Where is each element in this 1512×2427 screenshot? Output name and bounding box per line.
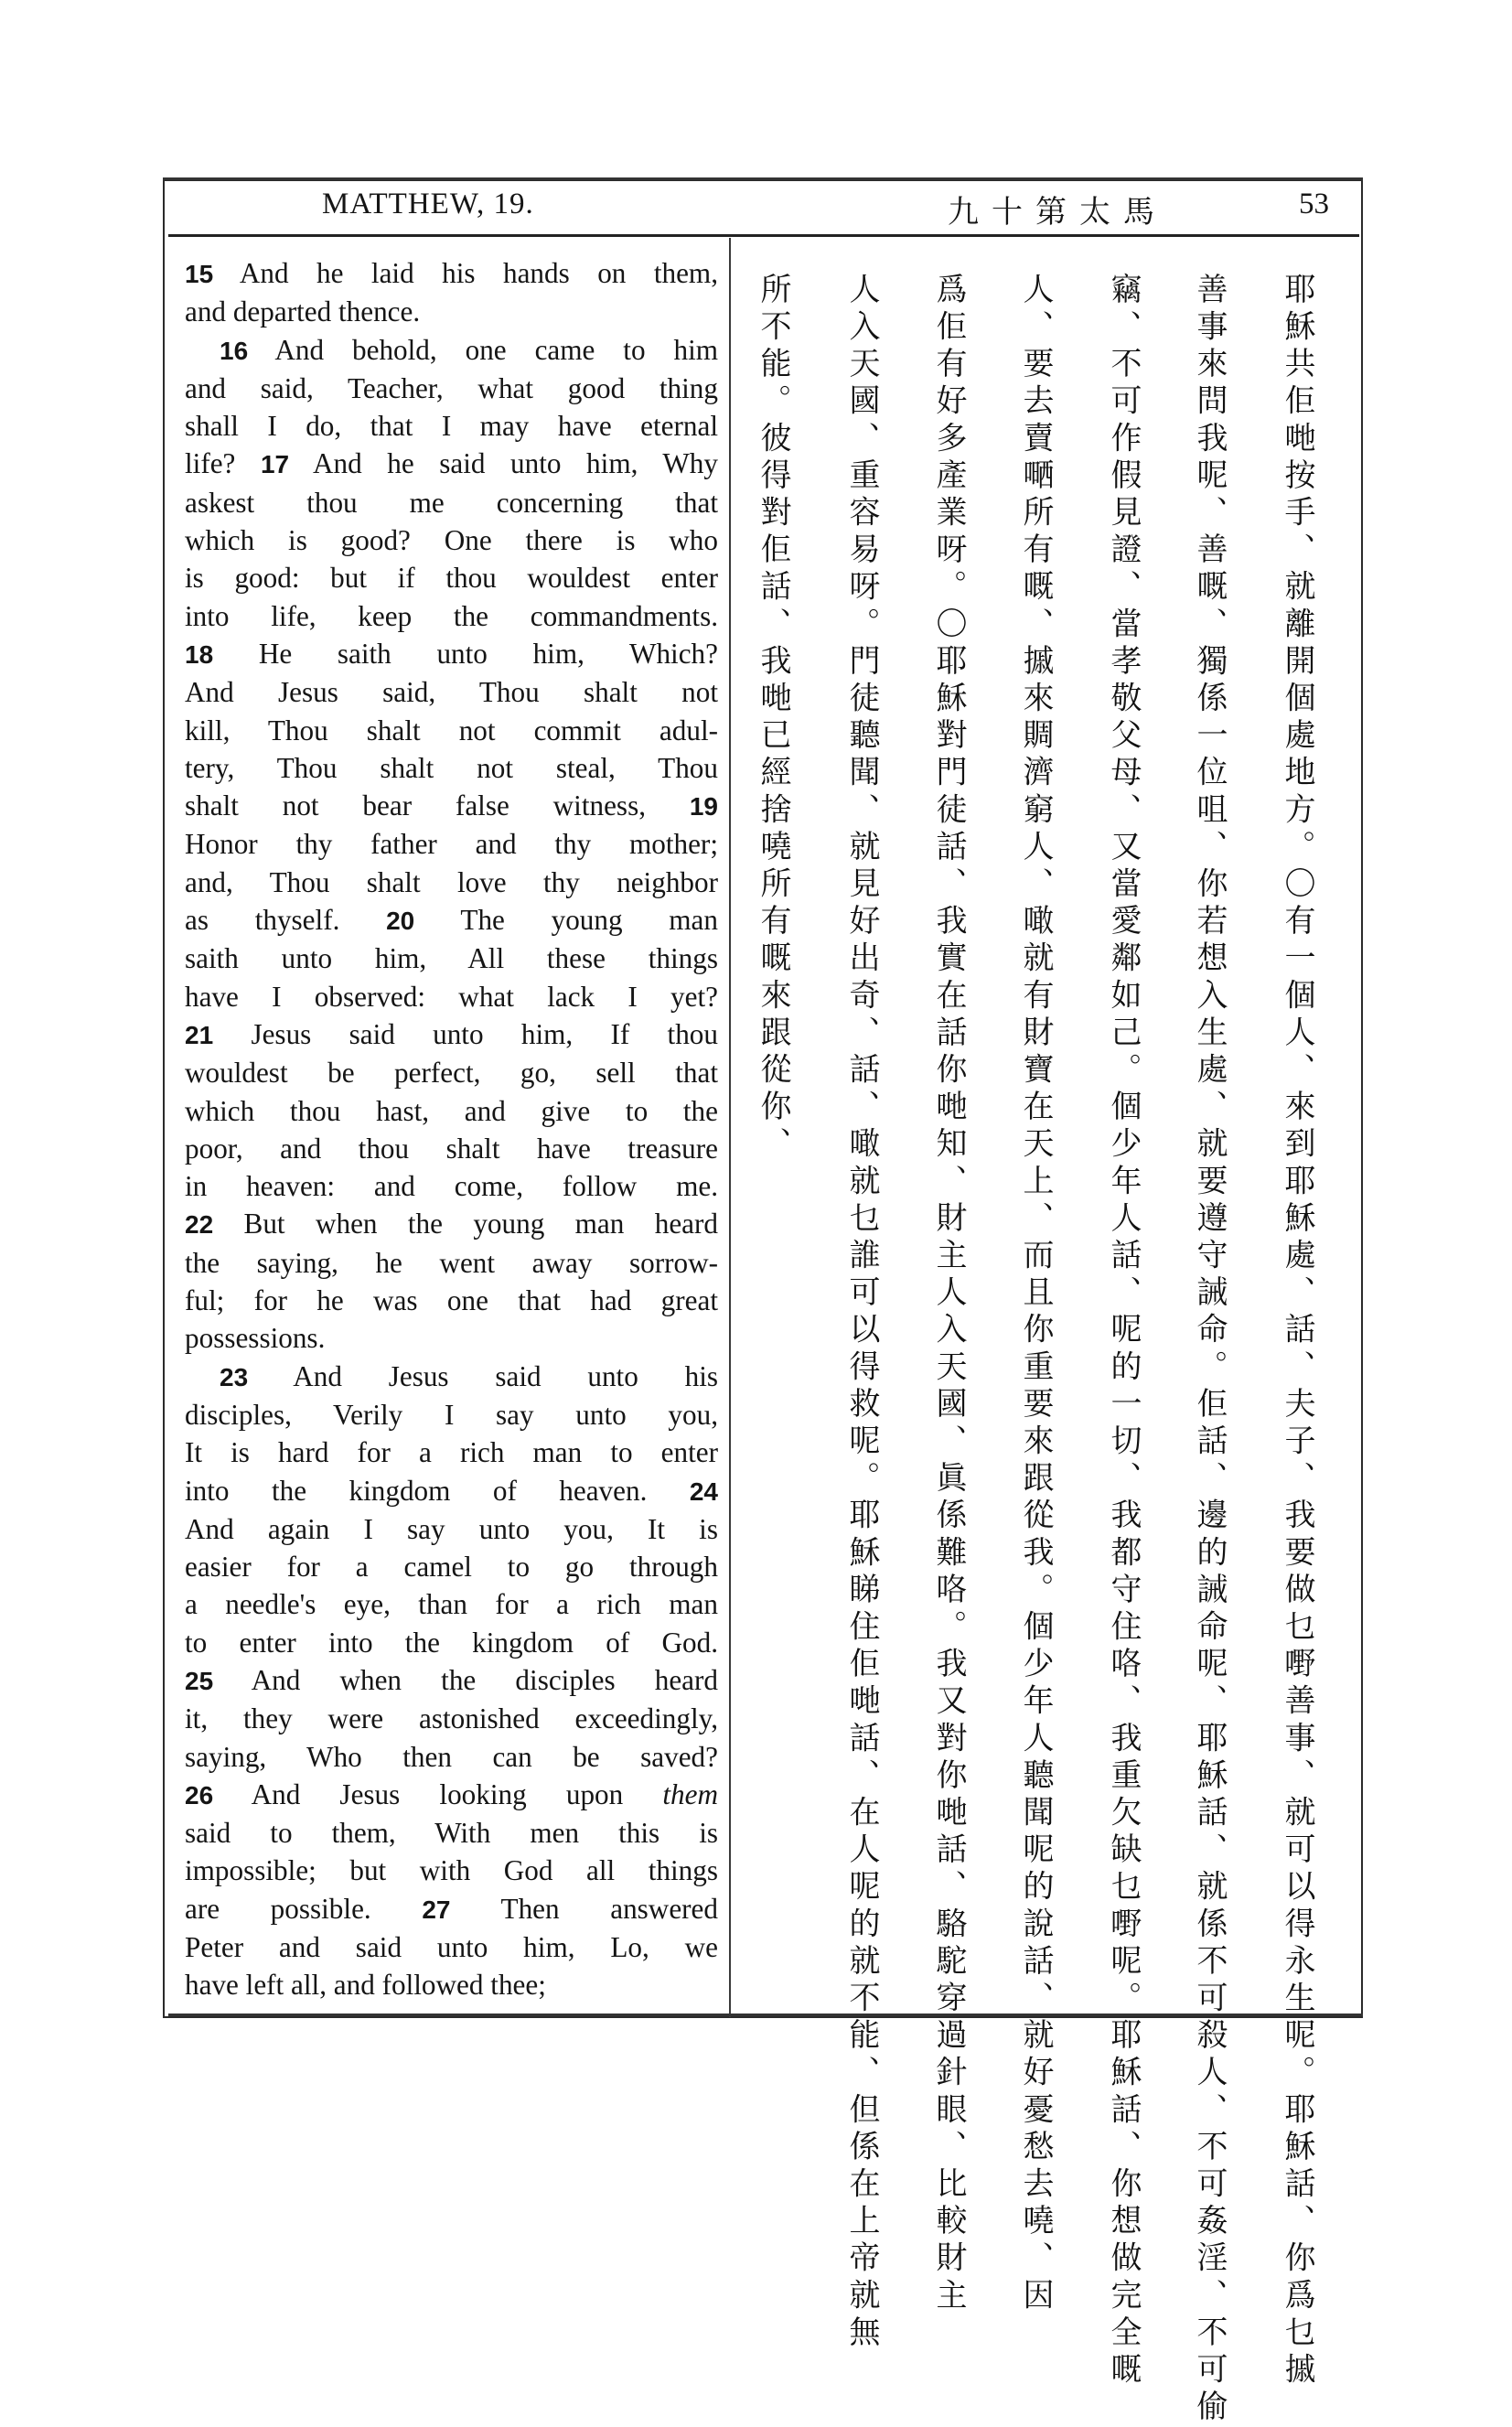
text-line: are possible. 27 Then answered bbox=[185, 1892, 718, 1925]
english-text-column bbox=[185, 254, 718, 2004]
text-line: It is hard for a rich man to enter bbox=[185, 1436, 718, 1469]
text-line: poor, and thou shalt have treasure bbox=[185, 1132, 718, 1165]
text-line: which is good? One there is who bbox=[185, 524, 718, 557]
text-line: 23 And Jesus said unto his bbox=[220, 1359, 718, 1392]
text-line: 26 And Jesus looking upon them bbox=[185, 1777, 718, 1810]
text-line: askest thou me concerning that bbox=[185, 486, 718, 519]
chinese-column: 竊、不可作假見證、當孝敬父母、又當愛鄰如己。個少年人話、呢的一切、我都守住咯、我重欠缺乜嘢呢。耶穌話、你想做完全嘅 bbox=[1105, 273, 1142, 2390]
text-line: shall I do, that I may have eternal bbox=[185, 410, 718, 443]
text-line: and, Thou shalt love thy neighbor bbox=[185, 865, 718, 898]
text-line: impossible; but with God all things bbox=[185, 1854, 718, 1887]
text-line: saying, Who then can be saved? bbox=[185, 1740, 718, 1773]
text-line: in heaven: and come, follow me. bbox=[185, 1170, 718, 1203]
text-line: the saying, he went away sorrow- bbox=[185, 1246, 718, 1279]
text-line: and said, Teacher, what good thing bbox=[185, 371, 718, 404]
text-line: into the kingdom of heaven. 24 bbox=[185, 1474, 718, 1507]
chinese-column: 人、要去賣嗮所有嘅、摵來賙濟窮人、噉就有財寶在天上、而且你重要來跟從我。個少年人聽聞呢的說話、就好憂愁去嘵、因 bbox=[1017, 273, 1054, 2315]
chinese-column: 人入天國、重容易呀。門徒聽聞、就見好出奇、話、噉就乜誰可以得救呢。耶穌睇住佢哋話、在人呢的就不能、但係在上帝就無 bbox=[843, 273, 880, 2353]
text-line: possessions. bbox=[185, 1322, 326, 1355]
text-line: 25 And when the disciples heard bbox=[185, 1663, 718, 1696]
text-line: 15 And he laid his hands on them, bbox=[185, 257, 718, 289]
bottom-rule bbox=[168, 2014, 1363, 2016]
header-divider bbox=[168, 234, 1359, 237]
text-line: tery, Thou shalt not steal, Thou bbox=[185, 751, 718, 784]
column-divider bbox=[729, 238, 731, 2017]
text-line: Honor thy father and thy mother; bbox=[185, 828, 718, 861]
chinese-column: 善事來問我呢、善嘅、獨係一位咀、你若想入生處、就要遵守誡命。佢話、邊的誡命呢、耶穌話、就係不可殺人、不可姦淫、不可偷 bbox=[1191, 273, 1228, 2427]
text-line: Peter and said unto him, Lo, we bbox=[185, 1931, 718, 1964]
text-line: ful; for he was one that had great bbox=[185, 1284, 718, 1317]
text-line: wouldest be perfect, go, sell that bbox=[185, 1057, 718, 1090]
text-line: easier for a camel to go through bbox=[185, 1551, 718, 1584]
text-line: kill, Thou shalt not commit adul- bbox=[185, 714, 718, 746]
page-number: 53 bbox=[1299, 188, 1329, 220]
text-line: which thou hast, and give to the bbox=[185, 1094, 718, 1127]
chinese-column: 耶穌共佢哋按手、就離開個處地方。〇有一個人、來到耶穌處、話、夫子、我要做乜嘢善事、就可以得永生呢。耶穌話、你爲乜摵 bbox=[1279, 273, 1315, 2390]
text-line: saith unto him, All these things bbox=[185, 942, 718, 975]
top-rule bbox=[163, 177, 1363, 180]
text-line: 21 Jesus said unto him, If thou bbox=[185, 1017, 718, 1050]
text-line: 22 But when the young man heard bbox=[185, 1208, 718, 1240]
text-line: and departed thence. bbox=[185, 295, 421, 328]
text-line: And again I say unto you, It is bbox=[185, 1512, 718, 1545]
text-line: to enter into the kingdom of God. bbox=[185, 1626, 718, 1659]
text-line: have left all, and followed thee; bbox=[185, 1969, 546, 2002]
text-line: said to them, With men this is bbox=[185, 1817, 718, 1850]
text-line: a needle's eye, than for a rich man bbox=[185, 1588, 718, 1621]
text-line: into life, keep the commandments. bbox=[185, 599, 718, 632]
text-line: it, they were astonished exceedingly, bbox=[185, 1702, 718, 1735]
text-line: as thyself. 20 The young man bbox=[185, 904, 718, 937]
text-line: And Jesus said, Thou shalt not bbox=[185, 676, 718, 709]
text-line: 16 And behold, one came to him bbox=[220, 333, 718, 366]
text-line: shalt not bear false witness, 19 bbox=[185, 789, 718, 822]
text-line: 18 He saith unto him, Which? bbox=[185, 637, 718, 670]
text-line: life? 17 And he said unto him, Why bbox=[185, 447, 718, 480]
chinese-column: 所不能。彼得對佢話、我哋已經捨嘵所有嘅來跟從你、 bbox=[755, 273, 791, 1165]
text-line: have I observed: what lack I yet? bbox=[185, 980, 718, 1013]
running-head-chinese: 九十第太馬 bbox=[948, 194, 1167, 231]
text-line: is good: but if thou wouldest enter bbox=[185, 562, 718, 595]
running-head-english: MATTHEW, 19. bbox=[322, 188, 534, 220]
text-line: disciples, Verily I say unto you, bbox=[185, 1398, 718, 1431]
chinese-column: 爲佢有好多產業呀。〇耶穌對門徒話、我實在話你哋知、財主人入天國、眞係難咯。我又對你哋話、駱駝穿過針眼、比較財主 bbox=[930, 273, 967, 2315]
